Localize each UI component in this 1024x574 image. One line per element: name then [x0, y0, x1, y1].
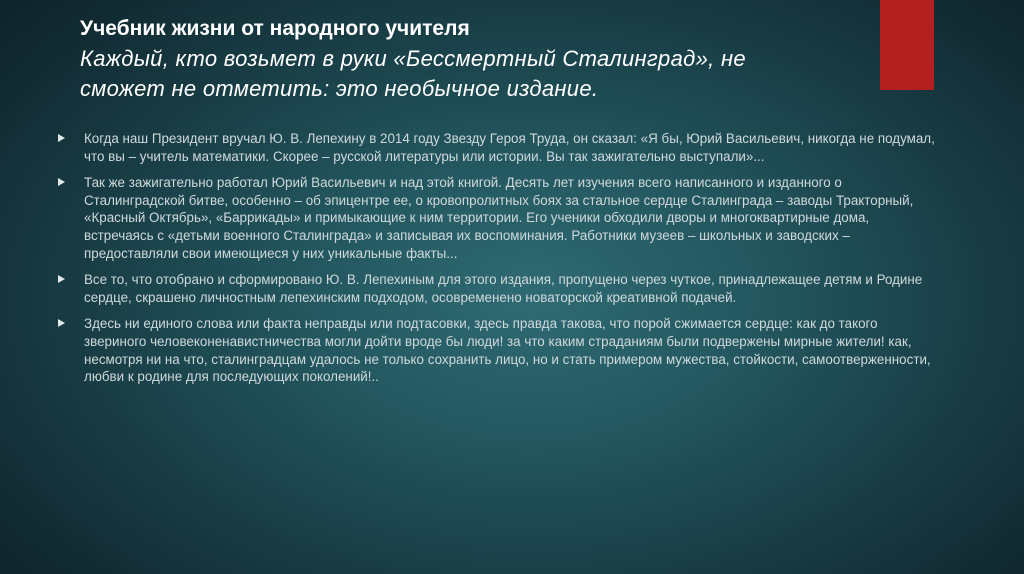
slide-title-block: [80, 14, 870, 104]
bullet-text-1: Когда наш Президент вручал Ю. В. Лепехину в 2014 году Звезду Героя Труда, он сказал: «Я бы, Юрий Васильевич, никогда не подумал, что вы – учитель математики. Скорее – русской литературы или истории. Вы так зажигательно выступали»...: [84, 131, 935, 164]
triangle-bullet-icon: [58, 275, 65, 283]
bullet-text-3: Все то, что отобрано и сформировано Ю. В. Лепехиным для этого издания, пропущено через чуткое, принадлежащее детям и Родине сердце, скрашено личностным лепехинским подходом, осовременено новаторской креативной подачей.: [84, 272, 923, 305]
bullet-item-3: [58, 271, 938, 306]
red-accent-bar: [880, 0, 934, 90]
bullet-item-2: [58, 174, 938, 262]
bullet-text-4: Здесь ни единого слова или факта неправды или подтасовки, здесь правда такова, что порой сжимается сердце: как до такого звериного человеконенавистничества могли дойти вроде бы люди! за что каким страданиям были подвержены мирные жители! как, несмотря ни на что, сталинградцам удалось не только сохранить лицо, но и стать примером мужества, стойкости, самоотверженности, любви к родине для последующих поколений!..: [84, 316, 931, 385]
triangle-bullet-icon: [58, 134, 65, 142]
slide-subtitle-line-2: сможет не отметить: это необычное издание.: [80, 76, 599, 101]
triangle-bullet-icon: [58, 178, 65, 186]
bullet-item-4: [58, 315, 938, 385]
slide-title: Учебник жизни от народного учителя: [80, 17, 470, 40]
triangle-bullet-icon: [58, 319, 65, 327]
slide-subtitle-line-1: Каждый, кто возьмет в руки «Бессмертный Сталинград», не: [80, 46, 746, 71]
bullet-list: [58, 130, 938, 395]
bullet-item-1: [58, 130, 938, 165]
bullet-text-2: Так же зажигательно работал Юрий Васильевич и над этой книгой. Десять лет изучения всего написанного и изданного о Сталинградской битве, особенно – об эпицентре ее, о кровопролитных боях за стальное сердце Сталинграда – заводы Тракторный, «Красный Октябрь», «Баррикады» и примыкающие к ним территории. Его ученики обходили дворы и многоквартирные дома, встречаясь с «детьми военного Сталинграда» и записывая их воспоминания. Работники музеев – школьных и заводских – предоставляли свои имеющиеся у них уникальные факты...: [84, 175, 914, 261]
